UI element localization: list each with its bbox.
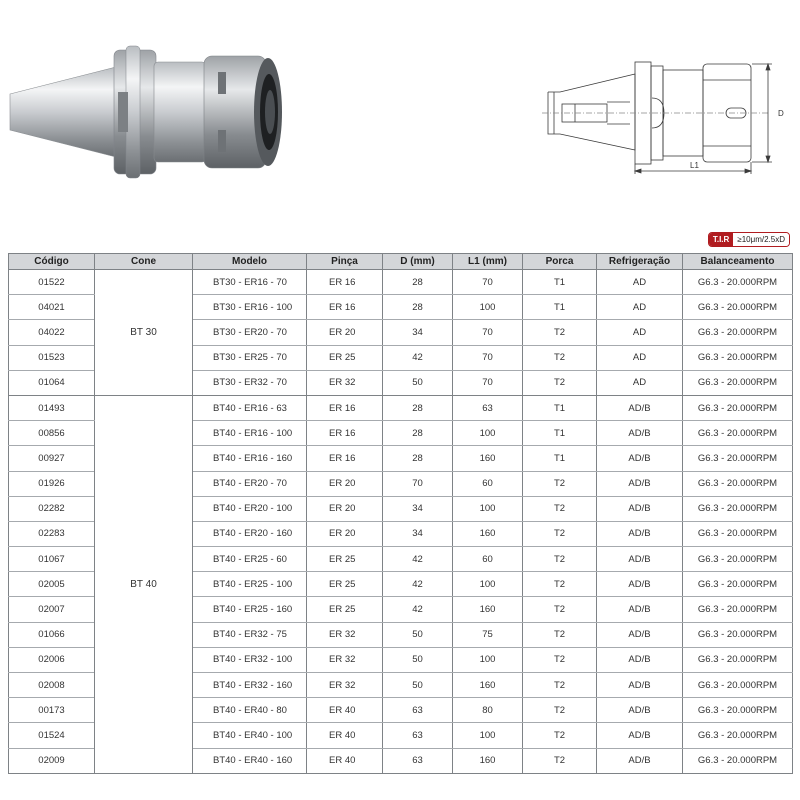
tir-label: T.I.R xyxy=(709,233,733,246)
cell-refrig: AD/B xyxy=(597,622,683,647)
cell-l1: 70 xyxy=(453,270,523,295)
cell-balance: G6.3 - 20.000RPM xyxy=(683,597,793,622)
cell-pinca: ER 25 xyxy=(307,345,383,370)
cell-refrig: AD/B xyxy=(597,748,683,773)
table-row xyxy=(9,270,793,295)
tir-value: ≥10μm/2.5xD xyxy=(733,233,789,246)
cell-codigo: 01926 xyxy=(9,471,95,496)
cell-modelo: BT40 - ER40 - 80 xyxy=(193,698,307,723)
column-header: Pinça xyxy=(307,254,383,270)
cell-balance: G6.3 - 20.000RPM xyxy=(683,395,793,420)
cell-d: 42 xyxy=(383,345,453,370)
column-header: Código xyxy=(9,254,95,270)
cell-l1: 80 xyxy=(453,698,523,723)
cell-porca: T2 xyxy=(523,723,597,748)
cell-codigo: 01522 xyxy=(9,270,95,295)
cell-codigo: 01066 xyxy=(9,622,95,647)
cell-l1: 60 xyxy=(453,471,523,496)
cell-d: 50 xyxy=(383,673,453,698)
cell-l1: 160 xyxy=(453,673,523,698)
cell-pinca: ER 20 xyxy=(307,521,383,546)
cell-porca: T2 xyxy=(523,622,597,647)
cell-modelo: BT40 - ER32 - 100 xyxy=(193,647,307,672)
cell-pinca: ER 32 xyxy=(307,370,383,395)
cell-balance: G6.3 - 20.000RPM xyxy=(683,622,793,647)
cell-d: 42 xyxy=(383,572,453,597)
cell-modelo: BT40 - ER40 - 160 xyxy=(193,748,307,773)
cell-modelo: BT40 - ER16 - 160 xyxy=(193,446,307,471)
tool-holder-photo xyxy=(6,32,306,192)
cell-cone: BT 40 xyxy=(95,395,193,773)
cell-l1: 100 xyxy=(453,647,523,672)
cell-refrig: AD xyxy=(597,320,683,345)
cell-pinca: ER 16 xyxy=(307,395,383,420)
cell-d: 50 xyxy=(383,370,453,395)
cell-codigo: 04022 xyxy=(9,320,95,345)
cell-l1: 160 xyxy=(453,521,523,546)
cell-l1: 100 xyxy=(453,421,523,446)
cell-refrig: AD/B xyxy=(597,673,683,698)
cell-pinca: ER 25 xyxy=(307,572,383,597)
cell-refrig: AD/B xyxy=(597,597,683,622)
cell-d: 63 xyxy=(383,748,453,773)
cell-modelo: BT30 - ER16 - 100 xyxy=(193,295,307,320)
cell-l1: 100 xyxy=(453,723,523,748)
l1-dimension-label: L1 xyxy=(690,161,699,170)
cell-porca: T1 xyxy=(523,421,597,446)
cell-porca: T2 xyxy=(523,748,597,773)
cell-pinca: ER 20 xyxy=(307,496,383,521)
cell-modelo: BT40 - ER32 - 75 xyxy=(193,622,307,647)
cell-porca: T2 xyxy=(523,320,597,345)
cell-modelo: BT40 - ER20 - 100 xyxy=(193,496,307,521)
cell-l1: 70 xyxy=(453,370,523,395)
cell-balance: G6.3 - 20.000RPM xyxy=(683,345,793,370)
cell-refrig: AD/B xyxy=(597,446,683,471)
cell-codigo: 01067 xyxy=(9,547,95,572)
cell-codigo: 02282 xyxy=(9,496,95,521)
cell-balance: G6.3 - 20.000RPM xyxy=(683,320,793,345)
cell-l1: 100 xyxy=(453,295,523,320)
column-header: Balanceamento xyxy=(683,254,793,270)
column-header: L1 (mm) xyxy=(453,254,523,270)
cell-codigo: 02008 xyxy=(9,673,95,698)
cell-modelo: BT40 - ER20 - 70 xyxy=(193,471,307,496)
cell-d: 28 xyxy=(383,295,453,320)
cell-porca: T2 xyxy=(523,597,597,622)
cell-porca: T2 xyxy=(523,370,597,395)
cell-modelo: BT30 - ER25 - 70 xyxy=(193,345,307,370)
cell-d: 63 xyxy=(383,723,453,748)
cell-l1: 160 xyxy=(453,597,523,622)
cell-pinca: ER 25 xyxy=(307,547,383,572)
d-dimension-label: D xyxy=(778,109,784,118)
cell-d: 28 xyxy=(383,421,453,446)
cell-porca: T1 xyxy=(523,270,597,295)
cell-l1: 70 xyxy=(453,345,523,370)
cell-porca: T1 xyxy=(523,395,597,420)
cell-d: 63 xyxy=(383,698,453,723)
cell-porca: T2 xyxy=(523,647,597,672)
table-header-row xyxy=(9,254,793,270)
cell-balance: G6.3 - 20.000RPM xyxy=(683,446,793,471)
cell-balance: G6.3 - 20.000RPM xyxy=(683,673,793,698)
cell-l1: 63 xyxy=(453,395,523,420)
table-body xyxy=(9,270,793,774)
cell-refrig: AD/B xyxy=(597,547,683,572)
cell-codigo: 01493 xyxy=(9,395,95,420)
column-header: Porca xyxy=(523,254,597,270)
cell-d: 70 xyxy=(383,471,453,496)
cell-balance: G6.3 - 20.000RPM xyxy=(683,647,793,672)
column-header: Cone xyxy=(95,254,193,270)
cell-pinca: ER 32 xyxy=(307,673,383,698)
cell-modelo: BT40 - ER16 - 63 xyxy=(193,395,307,420)
cell-refrig: AD/B xyxy=(597,496,683,521)
cell-refrig: AD xyxy=(597,370,683,395)
cell-modelo: BT40 - ER20 - 160 xyxy=(193,521,307,546)
cell-porca: T2 xyxy=(523,496,597,521)
cell-modelo: BT40 - ER25 - 160 xyxy=(193,597,307,622)
cell-pinca: ER 32 xyxy=(307,622,383,647)
cell-d: 42 xyxy=(383,597,453,622)
cell-porca: T2 xyxy=(523,547,597,572)
cell-balance: G6.3 - 20.000RPM xyxy=(683,572,793,597)
cell-l1: 160 xyxy=(453,446,523,471)
cell-l1: 60 xyxy=(453,547,523,572)
cell-d: 34 xyxy=(383,496,453,521)
cell-refrig: AD/B xyxy=(597,395,683,420)
cell-refrig: AD/B xyxy=(597,572,683,597)
cell-codigo: 02283 xyxy=(9,521,95,546)
cell-porca: T2 xyxy=(523,698,597,723)
cell-refrig: AD/B xyxy=(597,698,683,723)
cell-porca: T2 xyxy=(523,471,597,496)
cell-modelo: BT30 - ER20 - 70 xyxy=(193,320,307,345)
cell-l1: 100 xyxy=(453,496,523,521)
cell-codigo: 01064 xyxy=(9,370,95,395)
cell-refrig: AD xyxy=(597,345,683,370)
column-header: D (mm) xyxy=(383,254,453,270)
cell-balance: G6.3 - 20.000RPM xyxy=(683,698,793,723)
cell-l1: 100 xyxy=(453,572,523,597)
cell-balance: G6.3 - 20.000RPM xyxy=(683,748,793,773)
cell-porca: T1 xyxy=(523,295,597,320)
cell-balance: G6.3 - 20.000RPM xyxy=(683,270,793,295)
cell-pinca: ER 32 xyxy=(307,647,383,672)
cell-pinca: ER 20 xyxy=(307,320,383,345)
cell-d: 28 xyxy=(383,395,453,420)
cell-porca: T2 xyxy=(523,572,597,597)
table-row xyxy=(9,395,793,420)
cell-refrig: AD/B xyxy=(597,723,683,748)
cell-balance: G6.3 - 20.000RPM xyxy=(683,723,793,748)
cell-modelo: BT40 - ER25 - 100 xyxy=(193,572,307,597)
cell-pinca: ER 16 xyxy=(307,295,383,320)
cell-codigo: 02009 xyxy=(9,748,95,773)
cell-cone: BT 30 xyxy=(95,270,193,396)
cell-refrig: AD/B xyxy=(597,471,683,496)
cell-d: 34 xyxy=(383,521,453,546)
cell-modelo: BT40 - ER32 - 160 xyxy=(193,673,307,698)
cell-modelo: BT40 - ER40 - 100 xyxy=(193,723,307,748)
cell-pinca: ER 40 xyxy=(307,698,383,723)
cell-d: 50 xyxy=(383,647,453,672)
cell-modelo: BT30 - ER16 - 70 xyxy=(193,270,307,295)
cell-codigo: 01524 xyxy=(9,723,95,748)
cell-pinca: ER 40 xyxy=(307,748,383,773)
cell-balance: G6.3 - 20.000RPM xyxy=(683,547,793,572)
cell-d: 42 xyxy=(383,547,453,572)
cell-d: 28 xyxy=(383,446,453,471)
cell-d: 34 xyxy=(383,320,453,345)
cell-pinca: ER 25 xyxy=(307,597,383,622)
spec-table xyxy=(8,253,793,774)
cell-pinca: ER 16 xyxy=(307,421,383,446)
cell-balance: G6.3 - 20.000RPM xyxy=(683,471,793,496)
technical-drawing xyxy=(540,52,785,182)
cell-modelo: BT30 - ER32 - 70 xyxy=(193,370,307,395)
cell-codigo: 04021 xyxy=(9,295,95,320)
tir-badge xyxy=(708,232,790,247)
cell-l1: 70 xyxy=(453,320,523,345)
cell-porca: T2 xyxy=(523,521,597,546)
cell-balance: G6.3 - 20.000RPM xyxy=(683,421,793,446)
cell-codigo: 00927 xyxy=(9,446,95,471)
cell-porca: T1 xyxy=(523,446,597,471)
cell-l1: 160 xyxy=(453,748,523,773)
cell-pinca: ER 16 xyxy=(307,446,383,471)
cell-pinca: ER 20 xyxy=(307,471,383,496)
cell-refrig: AD xyxy=(597,270,683,295)
cell-refrig: AD/B xyxy=(597,421,683,446)
cell-balance: G6.3 - 20.000RPM xyxy=(683,521,793,546)
cell-porca: T2 xyxy=(523,345,597,370)
cell-balance: G6.3 - 20.000RPM xyxy=(683,370,793,395)
cell-refrig: AD/B xyxy=(597,647,683,672)
cell-balance: G6.3 - 20.000RPM xyxy=(683,496,793,521)
cell-refrig: AD/B xyxy=(597,521,683,546)
cell-porca: T2 xyxy=(523,673,597,698)
cell-balance: G6.3 - 20.000RPM xyxy=(683,295,793,320)
cell-codigo: 00856 xyxy=(9,421,95,446)
cell-codigo: 02006 xyxy=(9,647,95,672)
column-header: Modelo xyxy=(193,254,307,270)
cell-codigo: 02007 xyxy=(9,597,95,622)
cell-pinca: ER 16 xyxy=(307,270,383,295)
cell-pinca: ER 40 xyxy=(307,723,383,748)
cell-modelo: BT40 - ER16 - 100 xyxy=(193,421,307,446)
cell-l1: 75 xyxy=(453,622,523,647)
cell-d: 50 xyxy=(383,622,453,647)
cell-d: 28 xyxy=(383,270,453,295)
cell-codigo: 02005 xyxy=(9,572,95,597)
cell-codigo: 00173 xyxy=(9,698,95,723)
cell-modelo: BT40 - ER25 - 60 xyxy=(193,547,307,572)
cell-codigo: 01523 xyxy=(9,345,95,370)
cell-refrig: AD xyxy=(597,295,683,320)
column-header: Refrigeração xyxy=(597,254,683,270)
